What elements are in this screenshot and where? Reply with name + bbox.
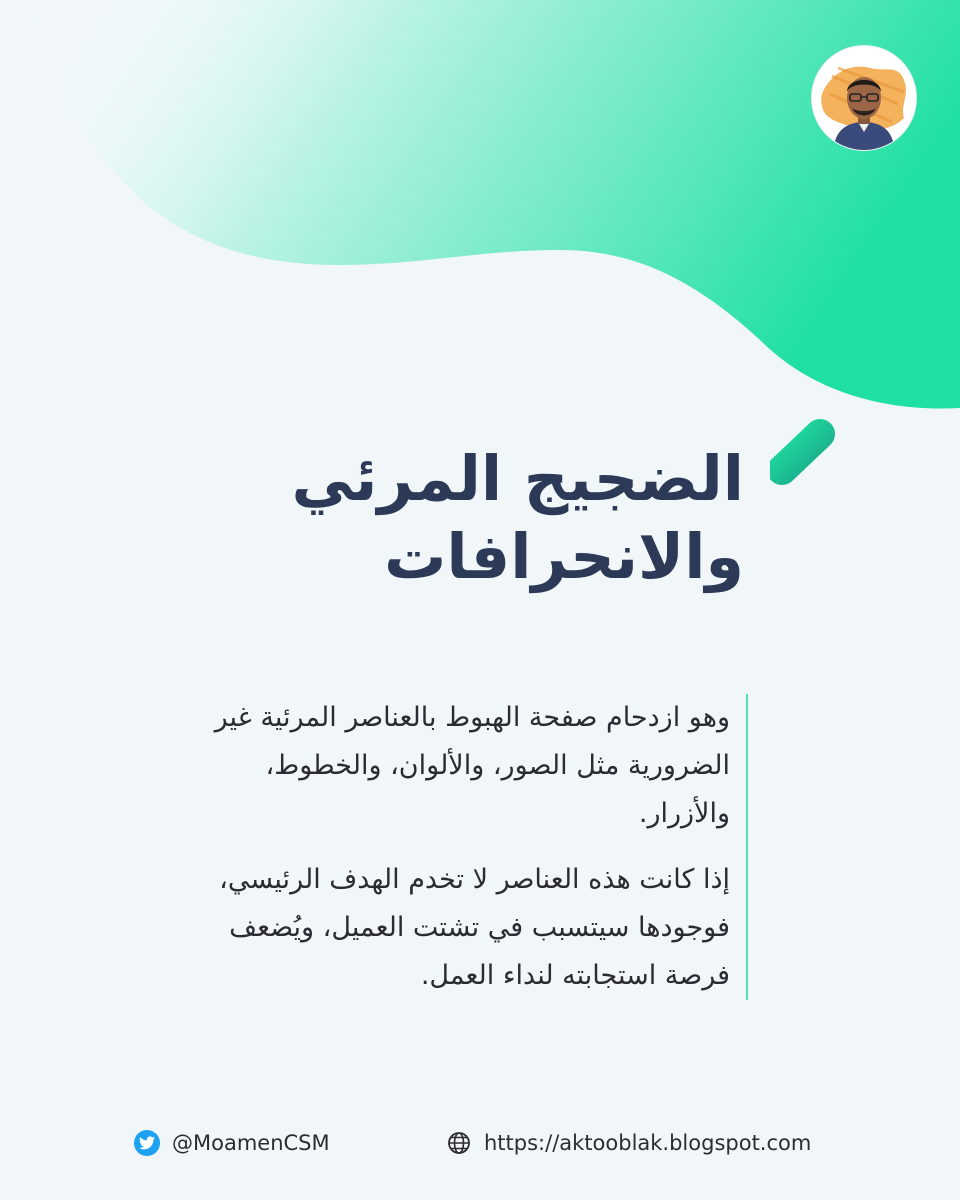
globe-icon [446,1130,472,1156]
title-line-1: الضجيج المرئي [291,442,744,515]
author-avatar [812,46,916,150]
website-url: https://aktooblak.blogspot.com [484,1131,812,1155]
page-title [224,440,744,596]
body-paragraph-1: وهو ازدحام صفحة الهبوط بالعناصر المرئية غير الضرورية مثل الصور، والألوان، والخطوط، والأزرار. [214,702,730,829]
twitter-link[interactable] [134,1130,330,1156]
twitter-icon [134,1130,160,1156]
body-paragraph-2: إذا كانت هذه العناصر لا تخدم الهدف الرئيسي، فوجودها سيتسبب في تشتت العميل، ويُضعف فرصة استجابته لنداء العمل. [219,864,730,991]
step-number-one [770,418,880,618]
body-text-block [170,694,748,1000]
twitter-handle: @MoamenCSM [172,1131,330,1155]
decorative-wave [0,0,960,420]
title-line-2: والانحرافات [384,520,744,593]
footer [0,1124,960,1164]
website-link[interactable] [446,1130,811,1156]
